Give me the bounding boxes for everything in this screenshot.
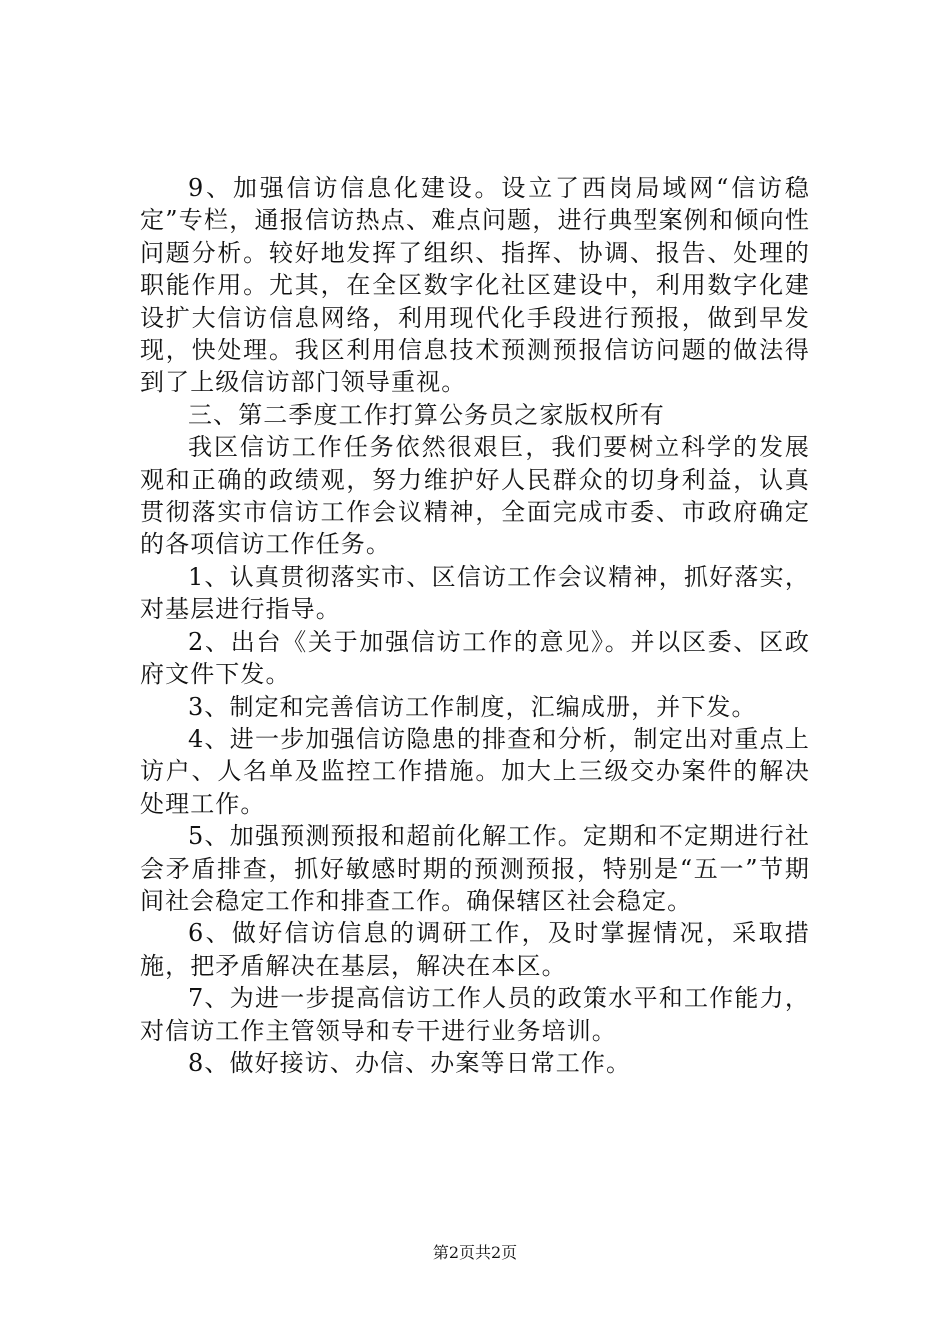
paragraph-item-4: 4、进一步加强信访隐患的排查和分析，制定出对重点上访户、人名单及监控工作措施。加大上三级交办案件的解决处理工作。 bbox=[140, 724, 810, 818]
page-footer bbox=[0, 1243, 950, 1263]
page-total: 共2页 bbox=[475, 1243, 518, 1262]
document-body bbox=[140, 172, 810, 1079]
paragraph-item-1: 1、认真贯彻落实市、区信访工作会议精神，抓好落实，对基层进行指导。 bbox=[140, 562, 810, 624]
paragraph-item-3: 3、制定和完善信访工作制度，汇编成册，并下发。 bbox=[188, 692, 757, 721]
paragraph-item-6: 6、做好信访信息的调研工作，及时掌握情况，采取措施，把矛盾解决在基层，解决在本区。 bbox=[140, 919, 810, 980]
paragraph-item-5: 5、加强预测预报和超前化解工作。定期和不定期进行社会矛盾排查，抓好敏感时期的预测预报，特别是“五一”节期间社会稳定工作和排查工作。确保辖区社会稳定。 bbox=[140, 822, 810, 915]
section-heading-q2-plan: 三、第二季度工作打算公务员之家版权所有 bbox=[188, 400, 665, 429]
page-number: 第2页 bbox=[432, 1243, 475, 1262]
paragraph-item-7: 7、为进一步提高信访工作人员的政策水平和工作能力，对信访工作主管领导和专干进行业务培训。 bbox=[140, 984, 810, 1045]
paragraph-intro: 我区信访工作任务依然很艰巨，我们要树立科学的发展观和正确的政绩观，努力维护好人民群众的切身利益，认真贯彻落实市信访工作会议精神，全面完成市委、市政府确定的各项信访工作任务。 bbox=[140, 433, 810, 559]
paragraph-item-2: 2、出台《关于加强信访工作的意见》。并以区委、区政府文件下发。 bbox=[140, 627, 810, 689]
paragraph-item-9: 9、加强信访信息化建设。设立了西岗局域网“信访稳定”专栏，通报信访热点、难点问题，进行典型案例和倾向性问题分析。较好地发挥了组织、指挥、协调、报告、处理的职能作用。尤其，在全区数字化社区建设中，利用数字化建设扩大信访信息网络，利用现代化手段进行预报，做到早发现，快处理。我区利用信息技术预测预报信访问题的做法得到了上级信访部门领导重视。 bbox=[140, 174, 810, 397]
paragraph-item-8: 8、做好接访、办信、办案等日常工作。 bbox=[188, 1048, 632, 1077]
